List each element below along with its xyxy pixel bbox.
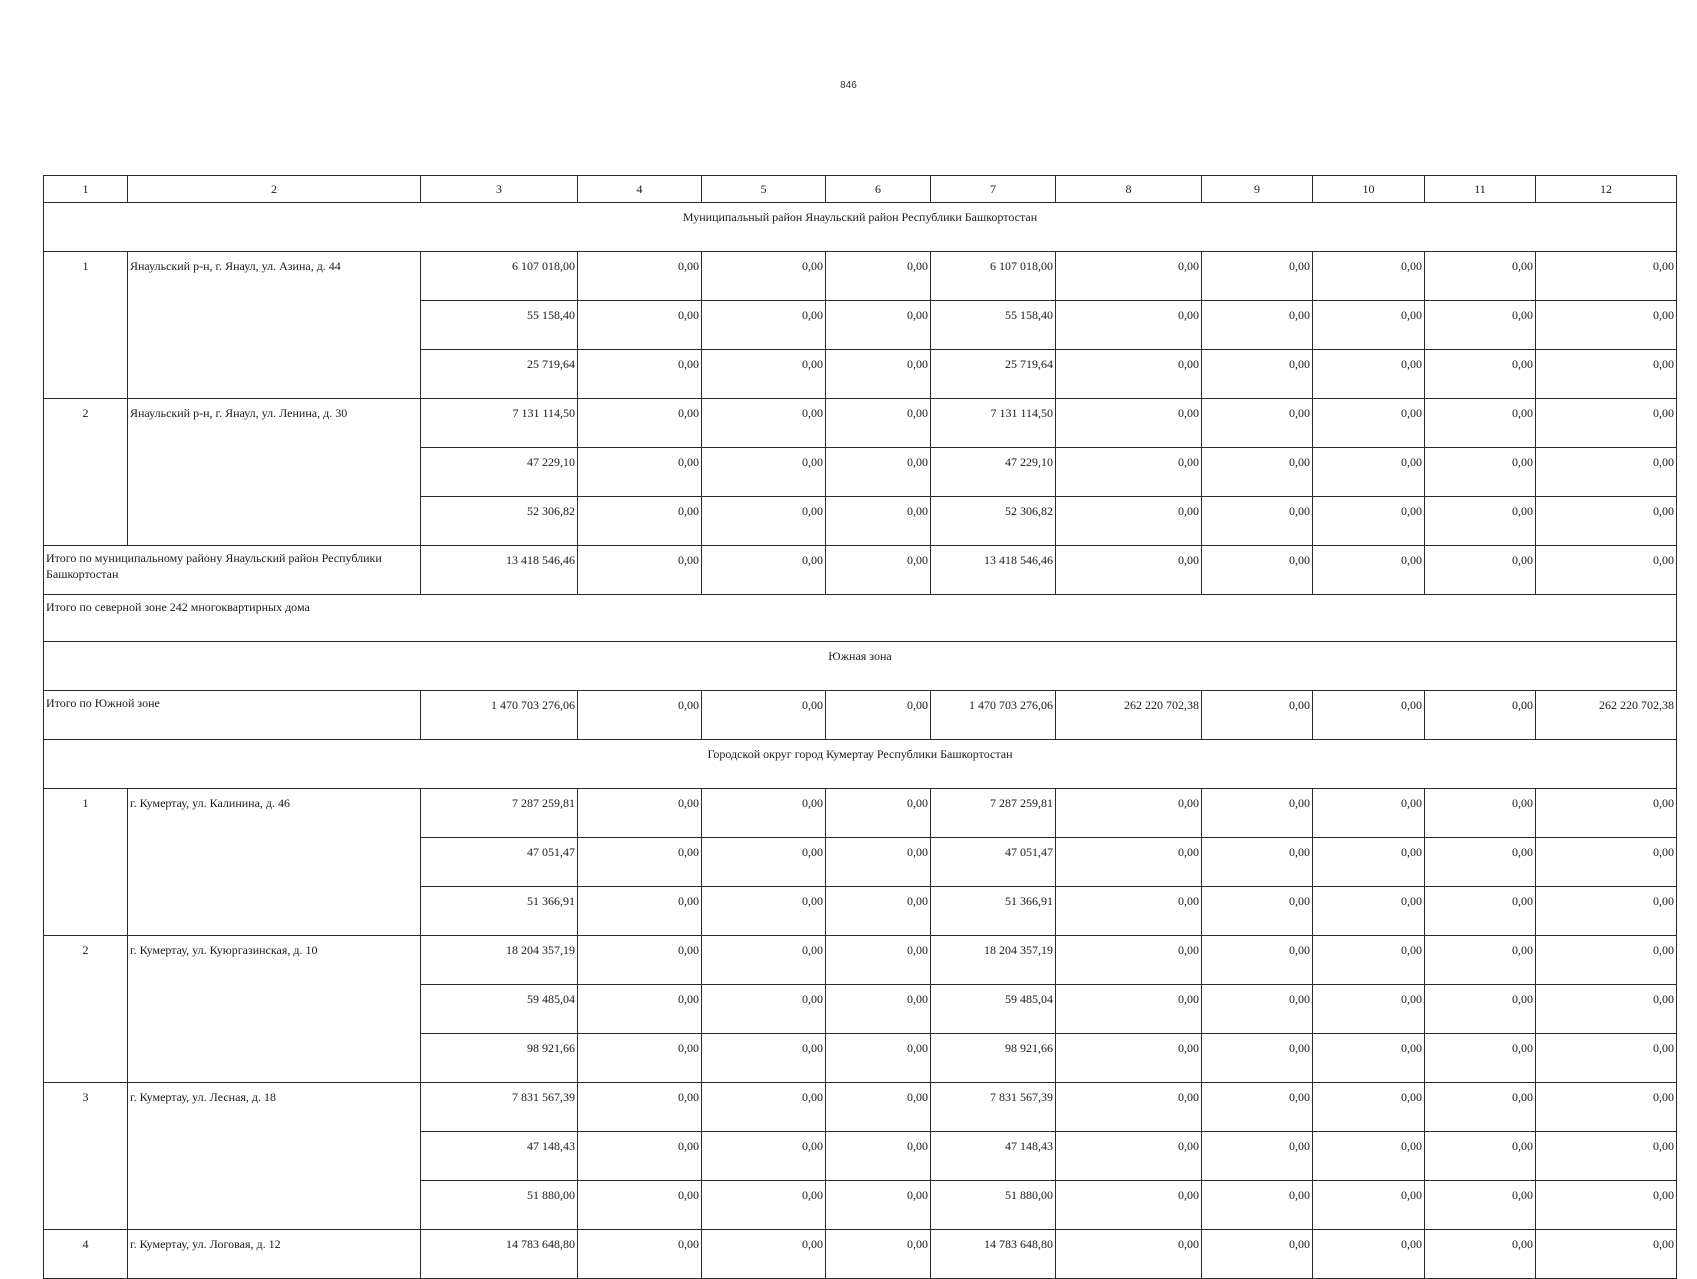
table-row [44,789,1677,838]
cost-value: 0,00 [578,497,702,546]
cost-value: 0,00 [1056,1034,1202,1083]
cost-value: 0,00 [1202,301,1313,350]
column-number: 5 [702,176,826,203]
cost-value: 0,00 [1536,936,1677,985]
cost-value: 0,00 [702,1181,826,1230]
total-value: 0,00 [578,691,702,740]
cost-value: 0,00 [1313,1083,1425,1132]
cost-value: 0,00 [702,448,826,497]
cost-value: 0,00 [578,1083,702,1132]
cost-value: 0,00 [826,399,931,448]
cost-value: 47 229,10 [931,448,1056,497]
total-row [44,546,1677,595]
table-body [44,176,1677,1279]
total-value: 13 418 546,46 [931,546,1056,595]
cost-value: 0,00 [1425,1034,1536,1083]
north-zone-total-row [44,595,1677,642]
cost-value: 51 366,91 [421,887,578,936]
cost-value: 52 306,82 [931,497,1056,546]
cost-value: 0,00 [702,1132,826,1181]
column-number: 2 [128,176,421,203]
cost-value: 0,00 [702,350,826,399]
cost-value: 0,00 [1425,497,1536,546]
cost-value: 98 921,66 [931,1034,1056,1083]
cost-value: 0,00 [1536,789,1677,838]
cost-value: 0,00 [578,301,702,350]
column-number: 1 [44,176,128,203]
cost-value: 0,00 [1425,1132,1536,1181]
section-header-row [44,740,1677,789]
cost-value: 0,00 [1202,838,1313,887]
section-title: Муниципальный район Янаульский район Республики Башкортостан [44,203,1677,252]
total-value: 0,00 [826,691,931,740]
cost-value: 0,00 [1313,497,1425,546]
cost-value: 18 204 357,19 [421,936,578,985]
cost-value: 0,00 [1536,399,1677,448]
cost-value: 0,00 [1313,350,1425,399]
cost-value: 0,00 [826,448,931,497]
table-row [44,399,1677,448]
cost-value: 0,00 [1425,936,1536,985]
cost-value: 0,00 [1313,985,1425,1034]
section-header-row [44,203,1677,252]
building-address: г. Кумертау, ул. Логовая, д. 12 [128,1230,421,1279]
cost-value: 0,00 [578,350,702,399]
cost-value: 0,00 [1536,497,1677,546]
cost-value: 55 158,40 [421,301,578,350]
cost-value: 52 306,82 [421,497,578,546]
cost-value: 0,00 [1425,1181,1536,1230]
cost-value: 0,00 [1202,497,1313,546]
cost-value: 0,00 [702,1034,826,1083]
cost-value: 0,00 [1202,1083,1313,1132]
building-address: Янаульский р-н, г. Янаул, ул. Ленина, д. 30 [128,399,421,546]
row-number: 2 [44,936,128,1083]
cost-value: 0,00 [578,1132,702,1181]
column-number: 11 [1425,176,1536,203]
cost-value: 0,00 [1313,1034,1425,1083]
cost-value: 0,00 [1536,1181,1677,1230]
cost-value: 0,00 [1313,936,1425,985]
cost-value: 7 831 567,39 [931,1083,1056,1132]
total-label: Итого по Южной зоне [44,691,421,740]
cost-value: 0,00 [1056,1132,1202,1181]
cost-value: 25 719,64 [931,350,1056,399]
cost-value: 0,00 [1056,301,1202,350]
cost-value: 7 131 114,50 [421,399,578,448]
cost-value: 6 107 018,00 [421,252,578,301]
building-address: г. Кумертау, ул. Лесная, д. 18 [128,1083,421,1230]
cost-value: 0,00 [702,985,826,1034]
cost-value: 7 287 259,81 [421,789,578,838]
cost-value: 6 107 018,00 [931,252,1056,301]
total-value: 0,00 [1313,546,1425,595]
cost-value: 0,00 [1202,399,1313,448]
row-number: 2 [44,399,128,546]
cost-value: 0,00 [702,252,826,301]
cost-value: 18 204 357,19 [931,936,1056,985]
cost-value: 0,00 [1536,1132,1677,1181]
row-number: 1 [44,252,128,399]
total-value: 0,00 [1056,546,1202,595]
row-number: 1 [44,789,128,936]
cost-value: 0,00 [1202,936,1313,985]
cost-value: 0,00 [702,399,826,448]
cost-value: 0,00 [826,985,931,1034]
cost-value: 0,00 [1536,350,1677,399]
column-number: 6 [826,176,931,203]
page-number: 846 [840,80,857,91]
cost-value: 0,00 [578,936,702,985]
cost-value: 0,00 [702,838,826,887]
cost-value: 0,00 [1202,1034,1313,1083]
cost-value: 0,00 [1202,1181,1313,1230]
total-value: 0,00 [1425,546,1536,595]
cost-value: 47 229,10 [421,448,578,497]
cost-value: 47 051,47 [421,838,578,887]
cost-value: 59 485,04 [931,985,1056,1034]
cost-value: 0,00 [1202,789,1313,838]
cost-value: 47 148,43 [421,1132,578,1181]
cost-value: 0,00 [1056,1230,1202,1279]
total-value: 262 220 702,38 [1056,691,1202,740]
table-row [44,252,1677,301]
cost-value: 0,00 [1536,838,1677,887]
cost-value: 0,00 [1056,497,1202,546]
total-value: 262 220 702,38 [1536,691,1677,740]
cost-value: 0,00 [1313,1230,1425,1279]
cost-value: 0,00 [1536,1230,1677,1279]
cost-value: 0,00 [1313,252,1425,301]
cost-value: 0,00 [1056,252,1202,301]
cost-value: 0,00 [1202,350,1313,399]
cost-value: 0,00 [702,1230,826,1279]
cost-value: 0,00 [578,887,702,936]
cost-value: 0,00 [1425,350,1536,399]
row-number: 3 [44,1083,128,1230]
cost-value: 0,00 [578,252,702,301]
cost-value: 0,00 [578,399,702,448]
cost-value: 0,00 [1202,1230,1313,1279]
total-value: 0,00 [702,691,826,740]
cost-value: 0,00 [1425,1083,1536,1132]
cost-value: 0,00 [1536,301,1677,350]
column-number: 10 [1313,176,1425,203]
cost-value: 0,00 [1425,448,1536,497]
cost-value: 51 880,00 [421,1181,578,1230]
cost-value: 0,00 [702,887,826,936]
building-address: г. Кумертау, ул. Калинина, д. 46 [128,789,421,936]
total-value: 13 418 546,46 [421,546,578,595]
column-number: 3 [421,176,578,203]
total-value: 0,00 [578,546,702,595]
cost-value: 51 366,91 [931,887,1056,936]
column-number: 8 [1056,176,1202,203]
cost-value: 0,00 [1313,838,1425,887]
cost-value: 0,00 [826,1083,931,1132]
total-row [44,691,1677,740]
cost-value: 0,00 [1536,252,1677,301]
building-address: Янаульский р-н, г. Янаул, ул. Азина, д. 44 [128,252,421,399]
cost-value: 0,00 [1536,887,1677,936]
cost-value: 0,00 [1056,985,1202,1034]
cost-value: 0,00 [1202,252,1313,301]
total-value: 0,00 [1202,546,1313,595]
cost-value: 0,00 [826,1034,931,1083]
cost-value: 0,00 [1313,1132,1425,1181]
cost-value: 0,00 [1425,252,1536,301]
cost-value: 0,00 [1425,399,1536,448]
cost-value: 0,00 [1536,1034,1677,1083]
total-value: 0,00 [826,546,931,595]
cost-value: 0,00 [826,838,931,887]
cost-value: 14 783 648,80 [421,1230,578,1279]
cost-value: 0,00 [1313,399,1425,448]
cost-value: 0,00 [826,1132,931,1181]
cost-value: 0,00 [702,1083,826,1132]
cost-value: 7 831 567,39 [421,1083,578,1132]
cost-value: 0,00 [702,497,826,546]
total-value: 1 470 703 276,06 [931,691,1056,740]
repair-cost-table [43,175,1677,1279]
total-value: 0,00 [1425,691,1536,740]
table-row [44,1230,1677,1279]
cost-value: 0,00 [1425,985,1536,1034]
cost-value: 55 158,40 [931,301,1056,350]
cost-value: 0,00 [578,448,702,497]
cost-value: 0,00 [1202,1132,1313,1181]
cost-value: 0,00 [578,789,702,838]
cost-value: 59 485,04 [421,985,578,1034]
cost-value: 0,00 [1313,448,1425,497]
cost-value: 0,00 [1425,789,1536,838]
cost-value: 0,00 [826,497,931,546]
cost-value: 0,00 [578,985,702,1034]
cost-value: 0,00 [1056,1181,1202,1230]
cost-value: 0,00 [826,1230,931,1279]
table-row [44,1083,1677,1132]
building-address: г. Кумертау, ул. Куюргазинская, д. 10 [128,936,421,1083]
cost-value: 0,00 [1313,789,1425,838]
cost-value: 0,00 [1056,399,1202,448]
cost-value: 0,00 [826,936,931,985]
cost-value: 0,00 [1425,838,1536,887]
cost-value: 47 148,43 [931,1132,1056,1181]
column-number: 12 [1536,176,1677,203]
total-value: 0,00 [1536,546,1677,595]
cost-value: 25 719,64 [421,350,578,399]
column-number-row [44,176,1677,203]
column-number: 9 [1202,176,1313,203]
total-value: 0,00 [702,546,826,595]
cost-value: 51 880,00 [931,1181,1056,1230]
cost-value: 0,00 [1056,1083,1202,1132]
cost-value: 7 131 114,50 [931,399,1056,448]
north-zone-total-label: Итого по северной зоне 242 многоквартирных дома [44,595,1677,642]
column-number: 7 [931,176,1056,203]
cost-value: 0,00 [1202,887,1313,936]
total-label: Итого по муниципальному району Янаульский район Республики Башкортостан [44,546,421,595]
column-number: 4 [578,176,702,203]
cost-value: 98 921,66 [421,1034,578,1083]
cost-value: 0,00 [1536,985,1677,1034]
cost-value: 0,00 [826,252,931,301]
cost-value: 0,00 [1313,887,1425,936]
cost-value: 0,00 [1425,887,1536,936]
cost-value: 0,00 [578,1230,702,1279]
cost-value: 0,00 [1202,985,1313,1034]
section-header-row [44,642,1677,691]
cost-value: 0,00 [702,936,826,985]
cost-value: 0,00 [578,838,702,887]
cost-value: 0,00 [1536,448,1677,497]
cost-value: 14 783 648,80 [931,1230,1056,1279]
cost-value: 0,00 [702,789,826,838]
cost-value: 0,00 [1056,350,1202,399]
cost-value: 0,00 [1313,301,1425,350]
cost-value: 0,00 [1425,301,1536,350]
cost-value: 0,00 [826,301,931,350]
cost-value: 0,00 [1056,936,1202,985]
cost-value: 0,00 [1536,1083,1677,1132]
cost-value: 0,00 [1056,887,1202,936]
cost-value: 0,00 [1056,789,1202,838]
table-row [44,936,1677,985]
cost-value: 0,00 [826,789,931,838]
cost-value: 0,00 [702,301,826,350]
cost-value: 0,00 [826,1181,931,1230]
cost-value: 0,00 [578,1181,702,1230]
section-title: Южная зона [44,642,1677,691]
section-title: Городской округ город Кумертау Республики Башкортостан [44,740,1677,789]
total-value: 1 470 703 276,06 [421,691,578,740]
total-value: 0,00 [1202,691,1313,740]
cost-value: 7 287 259,81 [931,789,1056,838]
cost-value: 0,00 [1056,448,1202,497]
cost-value: 0,00 [1202,448,1313,497]
row-number: 4 [44,1230,128,1279]
cost-value: 0,00 [826,887,931,936]
total-value: 0,00 [1313,691,1425,740]
cost-value: 0,00 [578,1034,702,1083]
cost-value: 0,00 [826,350,931,399]
cost-value: 47 051,47 [931,838,1056,887]
cost-value: 0,00 [1056,838,1202,887]
cost-value: 0,00 [1313,1181,1425,1230]
cost-value: 0,00 [1425,1230,1536,1279]
